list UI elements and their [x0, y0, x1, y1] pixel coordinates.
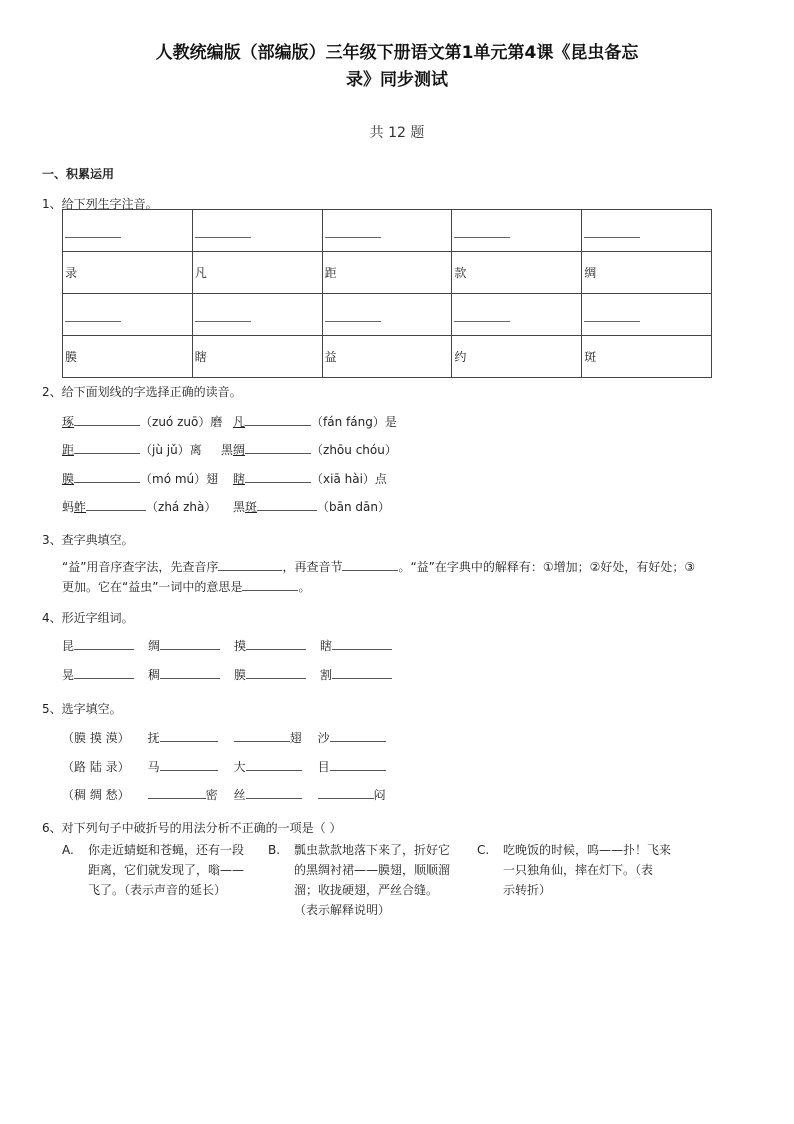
char-group: （膜 摸 漠）	[62, 731, 130, 745]
table-row	[63, 294, 712, 336]
underlined-char: 绸	[233, 443, 246, 457]
character: 割	[320, 668, 333, 682]
underlined-char: 距	[62, 443, 75, 457]
answer-blank[interactable]	[245, 413, 311, 426]
answer-blank[interactable]	[245, 470, 311, 483]
option-line: 你走近蜻蜓和苍蝇，还有一段	[88, 843, 245, 857]
underlined-char: 膜	[62, 472, 75, 486]
underlined-char: 凡	[233, 415, 246, 429]
word-tail: 点	[374, 472, 387, 486]
option-line: 吃晚饭的时候，呜——扑！飞来	[503, 843, 672, 857]
question-3-label: 3、查字典填空。	[42, 533, 134, 547]
option-line: 瓢虫款款地落下来了，折好它	[294, 843, 451, 857]
answer-blank[interactable]	[242, 578, 298, 591]
character: 目	[317, 760, 330, 774]
char-group: （稠 绸 愁）	[62, 788, 130, 802]
reading-item	[233, 470, 387, 487]
title-line-1: 人教统编版（部编版）三年级下册语文第1单元第4课《昆虫备忘	[155, 43, 639, 63]
text-segment: 。	[298, 580, 311, 594]
text-segment: ，再查音节	[282, 560, 343, 574]
character-cell: 瞎	[192, 336, 322, 378]
reading-item	[62, 470, 218, 487]
character-cell: 距	[322, 252, 452, 294]
table-row	[63, 252, 712, 294]
option-line: 距离，它们就发现了，嗡——	[88, 863, 245, 877]
pinyin-blank[interactable]	[582, 294, 712, 336]
answer-blank[interactable]	[332, 666, 392, 679]
pinyin-options: （xiā hài）	[311, 472, 375, 486]
pinyin-blank[interactable]	[452, 210, 582, 252]
pinyin-blank[interactable]	[322, 294, 452, 336]
character: 晃	[62, 668, 75, 682]
paragraph-line	[62, 577, 722, 597]
answer-blank[interactable]	[160, 729, 218, 742]
title-line-2: 录》同步测试	[346, 70, 448, 90]
character-cell: 款	[452, 252, 582, 294]
answer-blank[interactable]	[342, 558, 398, 571]
pinyin-options: （jù jǔ）	[140, 443, 190, 457]
question-1-label: 1、给下列生字注音。	[42, 197, 158, 211]
underlined-char: 瞎	[233, 472, 246, 486]
option-line: 的黑绸衬裙——膜翅，顺顺溜	[294, 863, 451, 877]
reading-item	[62, 441, 202, 458]
answer-blank[interactable]	[74, 637, 134, 650]
reading-item	[221, 441, 397, 458]
character: 瞎	[320, 639, 333, 653]
word-head: 黑	[221, 443, 234, 457]
character-cell: 膜	[63, 336, 193, 378]
option-b-letter[interactable]: B.	[268, 843, 281, 857]
reading-item	[233, 498, 390, 515]
pinyin-blank[interactable]	[63, 294, 193, 336]
underlined-char: 琢	[62, 415, 75, 429]
section-heading: 一、积累运用	[42, 167, 115, 181]
character: 昆	[62, 639, 75, 653]
option-line: （表示解释说明）	[294, 903, 391, 917]
word-row	[62, 637, 392, 654]
option-line: 溜；收拢硬翅，严丝合缝。	[294, 883, 439, 897]
word-tail: 离	[189, 443, 202, 457]
text-segment: 更加。它在“益虫”一词中的意思是	[62, 580, 243, 594]
question-6-label: 6、对下列句子中破折号的用法分析不正确的一项是（ ）	[42, 821, 342, 835]
fill-row	[62, 786, 386, 803]
answer-blank[interactable]	[245, 441, 311, 454]
word-row	[62, 666, 392, 683]
pinyin-options: （fán fáng）	[311, 415, 385, 429]
pinyin-blank[interactable]	[63, 210, 193, 252]
question-4-label: 4、形近字组词。	[42, 611, 134, 625]
answer-blank[interactable]	[160, 637, 220, 650]
pinyin-blank[interactable]	[452, 294, 582, 336]
option-line: 飞了。（表示声音的延长）	[88, 883, 227, 897]
character-cell: 绸	[582, 252, 712, 294]
answer-blank[interactable]	[246, 637, 306, 650]
option-b[interactable]	[294, 840, 474, 920]
answer-blank[interactable]	[332, 637, 392, 650]
answer-blank[interactable]	[246, 666, 306, 679]
option-c-letter[interactable]: C.	[477, 843, 490, 857]
text-segment: “益”用音序查字法，先查音序	[62, 560, 219, 574]
answer-blank[interactable]	[318, 786, 374, 799]
answer-blank[interactable]	[330, 729, 386, 742]
character-cell: 录	[63, 252, 193, 294]
question-count: 共 12 题	[369, 125, 425, 141]
character-cell: 约	[452, 336, 582, 378]
char-group: （路 陆 录）	[62, 760, 130, 774]
pinyin-blank[interactable]	[192, 210, 322, 252]
answer-blank[interactable]	[160, 666, 220, 679]
character-cell: 凡	[192, 252, 322, 294]
table-row	[63, 336, 712, 378]
pinyin-table	[62, 209, 712, 378]
paragraph-line	[62, 557, 722, 577]
character: 摸	[234, 639, 247, 653]
question-2-label: 2、给下面划线的字选择正确的读音。	[42, 385, 242, 399]
character-cell: 斑	[582, 336, 712, 378]
character: 膜	[234, 668, 247, 682]
word-tail: 是	[384, 415, 397, 429]
option-line: 一只独角仙，摔在灯下。（表	[503, 863, 654, 877]
answer-blank[interactable]	[246, 786, 302, 799]
answer-blank[interactable]	[330, 758, 386, 771]
word-tail: 磨	[210, 415, 223, 429]
word-tail: 翅	[206, 472, 219, 486]
pinyin-options: （zuó zuō）	[140, 415, 211, 429]
answer-blank[interactable]	[218, 558, 282, 571]
pinyin-options: （mó mú）	[140, 472, 207, 486]
pinyin-options: （zhá zhà）	[146, 500, 217, 514]
underlined-char: 斑	[245, 500, 258, 514]
word-head: 黑	[233, 500, 246, 514]
option-a-letter[interactable]: A.	[62, 843, 74, 857]
dictionary-paragraph	[62, 557, 722, 597]
answer-blank[interactable]	[257, 498, 317, 511]
question-5-label: 5、选字填空。	[42, 702, 122, 716]
option-c[interactable]	[503, 840, 683, 900]
answer-blank[interactable]	[234, 729, 290, 742]
character: 沙	[317, 731, 330, 745]
answer-blank[interactable]	[86, 498, 146, 511]
answer-blank[interactable]	[74, 666, 134, 679]
character: 稠	[148, 668, 161, 682]
page-title	[100, 40, 694, 94]
word-head: 蚂	[62, 500, 75, 514]
text-segment: 。“益”在字典中的解释有：①增加；②好处，有好处；③	[398, 560, 696, 574]
pinyin-blank[interactable]	[192, 294, 322, 336]
pinyin-blank[interactable]	[322, 210, 452, 252]
option-a[interactable]	[88, 840, 268, 900]
character: 大	[233, 760, 246, 774]
character: 丝	[233, 788, 246, 802]
reading-item	[233, 413, 397, 430]
character: 密	[205, 788, 218, 802]
pinyin-options: （zhōu chóu）	[311, 443, 397, 457]
character: 抚	[147, 731, 160, 745]
pinyin-options: （bān dān）	[317, 500, 390, 514]
answer-blank[interactable]	[148, 786, 206, 799]
pinyin-blank[interactable]	[582, 210, 712, 252]
character: 闷	[373, 788, 386, 802]
character-cell: 益	[322, 336, 452, 378]
reading-item	[62, 498, 216, 515]
answer-blank[interactable]	[74, 441, 140, 454]
answer-blank[interactable]	[160, 758, 218, 771]
option-line: 示转折）	[503, 883, 552, 897]
character: 翅	[289, 731, 302, 745]
fill-row	[62, 729, 386, 746]
character: 绸	[148, 639, 161, 653]
answer-blank[interactable]	[74, 413, 140, 426]
table-row	[63, 210, 712, 252]
answer-blank[interactable]	[246, 758, 302, 771]
answer-blank[interactable]	[74, 470, 140, 483]
underlined-char: 蚱	[74, 500, 87, 514]
reading-item	[62, 413, 222, 430]
fill-row	[62, 758, 386, 775]
character: 马	[147, 760, 160, 774]
